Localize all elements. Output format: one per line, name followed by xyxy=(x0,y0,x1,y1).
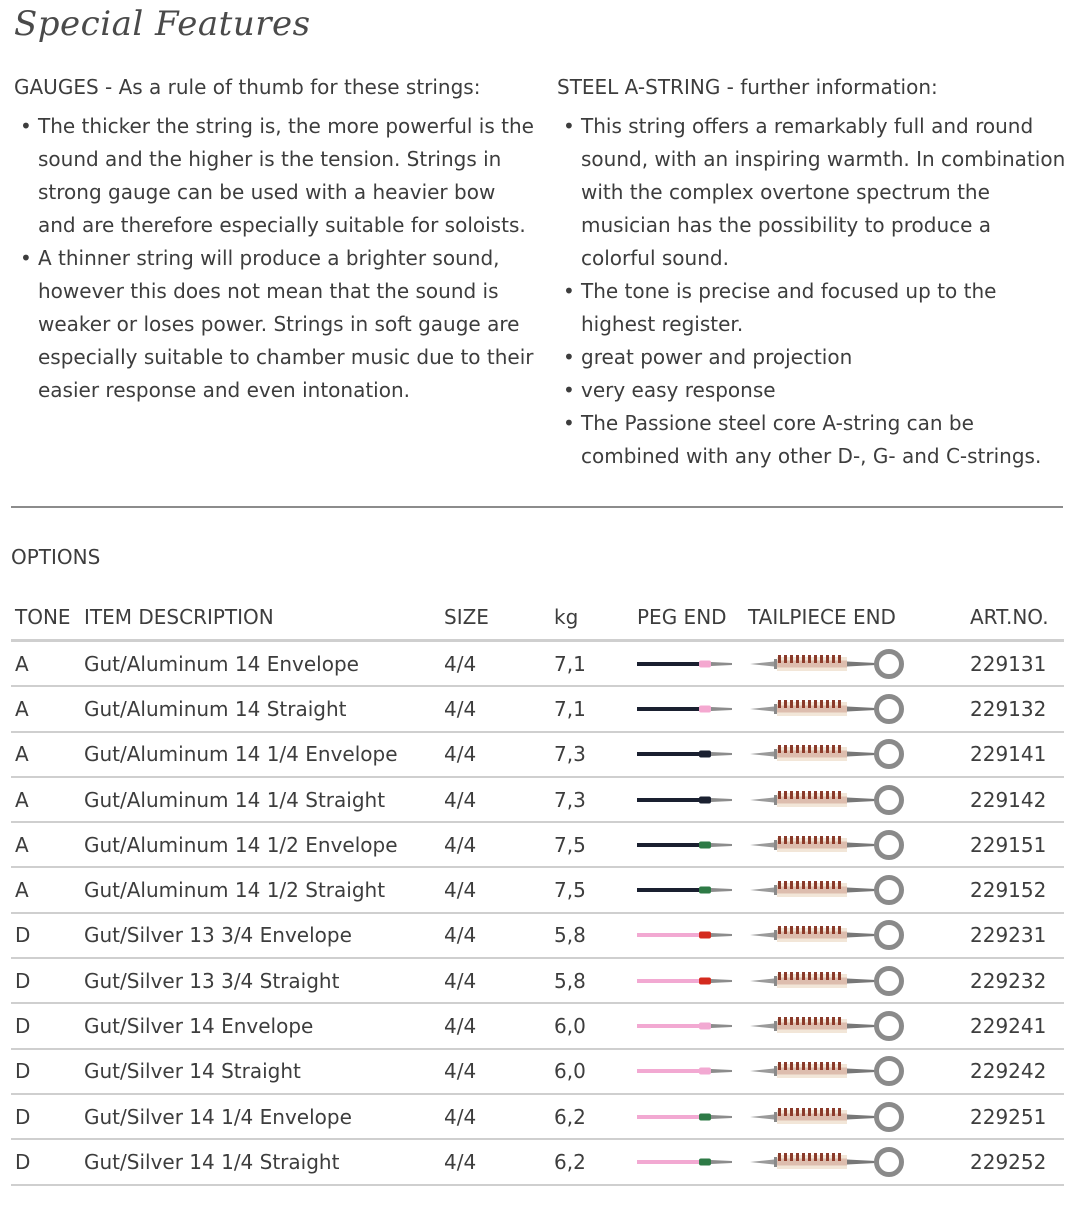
cell-art-no: 229151 xyxy=(970,832,1047,857)
tailpiece-end-icon xyxy=(748,1009,908,1043)
header-art-no: ART.NO. xyxy=(970,605,1049,629)
steel-bullet: • The Passione steel core A-string can be combined with any other D-, G- and C-strings. xyxy=(557,407,1067,473)
cell-tone: A xyxy=(15,742,29,767)
cell-art-no: 229142 xyxy=(970,787,1047,812)
cell-kg: 7,1 xyxy=(554,696,586,721)
cell-art-no: 229141 xyxy=(970,742,1047,767)
table-row xyxy=(11,914,1064,959)
tailpiece-end-icon xyxy=(748,783,908,817)
tailpiece-end-icon xyxy=(748,692,908,726)
peg-end-icon xyxy=(637,1016,737,1036)
cell-art-no: 229132 xyxy=(970,696,1047,721)
tailpiece-end-icon xyxy=(748,1100,908,1134)
tailpiece-end-icon xyxy=(748,1054,908,1088)
cell-peg-end xyxy=(637,959,737,1002)
options-title: OPTIONS xyxy=(11,545,101,569)
cell-item-description: Gut/Aluminum 14 Straight xyxy=(84,696,347,721)
tailpiece-end-icon xyxy=(748,647,908,681)
tailpiece-end-icon xyxy=(748,737,908,771)
cell-tone: D xyxy=(15,923,31,948)
cell-kg: 7,1 xyxy=(554,651,586,676)
cell-tailpiece-end xyxy=(748,1050,908,1093)
steel-bullet: • very easy response xyxy=(557,374,1067,407)
cell-tailpiece-end xyxy=(748,1140,908,1183)
cell-tone: D xyxy=(15,968,31,993)
cell-size: 4/4 xyxy=(444,742,477,767)
cell-tailpiece-end xyxy=(748,914,908,957)
table-row xyxy=(11,687,1064,732)
cell-peg-end xyxy=(637,778,737,821)
cell-tone: A xyxy=(15,651,29,676)
cell-art-no: 229241 xyxy=(970,1014,1047,1039)
cell-item-description: Gut/Aluminum 14 Envelope xyxy=(84,651,359,676)
header-kg: kg xyxy=(554,605,579,629)
header-tone: TONE xyxy=(15,605,71,629)
cell-size: 4/4 xyxy=(444,878,477,903)
cell-tone: A xyxy=(15,832,29,857)
cell-tailpiece-end xyxy=(748,868,908,911)
cell-art-no: 229231 xyxy=(970,923,1047,948)
cell-kg: 7,5 xyxy=(554,832,586,857)
tailpiece-end-icon xyxy=(748,918,908,952)
peg-end-icon xyxy=(637,654,737,674)
cell-item-description: Gut/Aluminum 14 1/4 Straight xyxy=(84,787,386,812)
gauges-list xyxy=(14,110,534,407)
gauges-heading: GAUGES - As a rule of thumb for these strings: xyxy=(14,75,481,99)
cell-kg: 7,3 xyxy=(554,787,586,812)
cell-size: 4/4 xyxy=(444,1059,477,1084)
cell-peg-end xyxy=(637,914,737,957)
cell-peg-end xyxy=(637,733,737,776)
cell-tone: D xyxy=(15,1059,31,1084)
peg-end-icon xyxy=(637,880,737,900)
steel-heading: STEEL A-STRING - further information: xyxy=(557,75,938,99)
cell-peg-end xyxy=(637,687,737,730)
peg-end-icon xyxy=(637,699,737,719)
cell-tone: A xyxy=(15,878,29,903)
cell-art-no: 229242 xyxy=(970,1059,1047,1084)
cell-peg-end xyxy=(637,642,737,685)
options-table xyxy=(11,600,1064,1186)
cell-kg: 7,5 xyxy=(554,878,586,903)
cell-item-description: Gut/Silver 14 1/4 Envelope xyxy=(84,1104,352,1129)
cell-tone: D xyxy=(15,1149,31,1174)
table-row xyxy=(11,778,1064,823)
cell-kg: 6,2 xyxy=(554,1104,586,1129)
header-tailpiece-end: TAILPIECE END xyxy=(748,605,896,629)
cell-tone: D xyxy=(15,1104,31,1129)
cell-tone: A xyxy=(15,787,29,812)
tailpiece-end-icon xyxy=(748,828,908,862)
steel-bullet: • This string offers a remarkably full and round sound, with an inspiring warmth. In combination with the complex overtone spectrum the musician has the possibility to produce a colorful sound. xyxy=(557,110,1067,275)
cell-item-description: Gut/Aluminum 14 1/4 Envelope xyxy=(84,742,398,767)
cell-kg: 6,0 xyxy=(554,1014,586,1039)
cell-peg-end xyxy=(637,1050,737,1093)
steel-list xyxy=(557,110,1067,473)
cell-item-description: Gut/Aluminum 14 1/2 Straight xyxy=(84,878,386,903)
table-row xyxy=(11,959,1064,1004)
cell-peg-end xyxy=(637,1140,737,1183)
table-row xyxy=(11,642,1064,687)
cell-size: 4/4 xyxy=(444,968,477,993)
cell-tailpiece-end xyxy=(748,1095,908,1138)
cell-tailpiece-end xyxy=(748,823,908,866)
cell-art-no: 229152 xyxy=(970,878,1047,903)
cell-size: 4/4 xyxy=(444,1014,477,1039)
cell-item-description: Gut/Aluminum 14 1/2 Envelope xyxy=(84,832,398,857)
tailpiece-end-icon xyxy=(748,1145,908,1179)
cell-item-description: Gut/Silver 13 3/4 Envelope xyxy=(84,923,352,948)
gauges-section xyxy=(14,72,534,407)
cell-peg-end xyxy=(637,1095,737,1138)
table-row xyxy=(11,733,1064,778)
cell-item-description: Gut/Silver 13 3/4 Straight xyxy=(84,968,340,993)
cell-art-no: 229252 xyxy=(970,1149,1047,1174)
table-row xyxy=(11,823,1064,868)
peg-end-icon xyxy=(637,1152,737,1172)
cell-kg: 6,0 xyxy=(554,1059,586,1084)
cell-item-description: Gut/Silver 14 Straight xyxy=(84,1059,301,1084)
cell-peg-end xyxy=(637,1004,737,1047)
peg-end-icon xyxy=(637,835,737,855)
header-peg-end: PEG END xyxy=(637,605,727,629)
cell-art-no: 229251 xyxy=(970,1104,1047,1129)
peg-end-icon xyxy=(637,1061,737,1081)
cell-art-no: 229131 xyxy=(970,651,1047,676)
cell-kg: 5,8 xyxy=(554,923,586,948)
gauges-bullet: • A thinner string will produce a brighter sound, however this does not mean that the sound is weaker or loses power. Strings in soft gauge are especially suitable to chamber music due to their easier response and even intonation. xyxy=(14,242,534,407)
cell-peg-end xyxy=(637,868,737,911)
cell-size: 4/4 xyxy=(444,651,477,676)
page-title: Special Features xyxy=(14,4,311,44)
cell-tailpiece-end xyxy=(748,959,908,1002)
cell-size: 4/4 xyxy=(444,832,477,857)
peg-end-icon xyxy=(637,744,737,764)
table-header xyxy=(11,600,1064,642)
table-row xyxy=(11,868,1064,913)
cell-size: 4/4 xyxy=(444,923,477,948)
cell-art-no: 229232 xyxy=(970,968,1047,993)
table-row xyxy=(11,1050,1064,1095)
peg-end-icon xyxy=(637,925,737,945)
cell-tailpiece-end xyxy=(748,642,908,685)
header-item-description: ITEM DESCRIPTION xyxy=(84,605,274,629)
cell-kg: 6,2 xyxy=(554,1149,586,1174)
cell-tailpiece-end xyxy=(748,687,908,730)
tailpiece-end-icon xyxy=(748,873,908,907)
header-size: SIZE xyxy=(444,605,489,629)
cell-size: 4/4 xyxy=(444,1149,477,1174)
gauges-bullet: • The thicker the string is, the more powerful is the sound and the higher is the tension. Strings in strong gauge can be used with a heavier bow and are therefore especially suitable for soloists. xyxy=(14,110,534,242)
peg-end-icon xyxy=(637,790,737,810)
cell-item-description: Gut/Silver 14 1/4 Straight xyxy=(84,1149,340,1174)
tailpiece-end-icon xyxy=(748,964,908,998)
table-row xyxy=(11,1140,1064,1185)
peg-end-icon xyxy=(637,1107,737,1127)
cell-size: 4/4 xyxy=(444,696,477,721)
cell-peg-end xyxy=(637,823,737,866)
cell-tailpiece-end xyxy=(748,1004,908,1047)
steel-bullet: • The tone is precise and focused up to the highest register. xyxy=(557,275,1067,341)
table-body xyxy=(11,642,1064,1186)
section-divider xyxy=(11,506,1063,508)
table-row xyxy=(11,1004,1064,1049)
cell-tailpiece-end xyxy=(748,733,908,776)
steel-bullet: • great power and projection xyxy=(557,341,1067,374)
cell-tailpiece-end xyxy=(748,778,908,821)
cell-size: 4/4 xyxy=(444,1104,477,1129)
table-row xyxy=(11,1095,1064,1140)
cell-kg: 7,3 xyxy=(554,742,586,767)
cell-size: 4/4 xyxy=(444,787,477,812)
cell-tone: A xyxy=(15,696,29,721)
cell-item-description: Gut/Silver 14 Envelope xyxy=(84,1014,314,1039)
peg-end-icon xyxy=(637,971,737,991)
cell-tone: D xyxy=(15,1014,31,1039)
steel-a-string-section xyxy=(557,72,1067,473)
cell-kg: 5,8 xyxy=(554,968,586,993)
